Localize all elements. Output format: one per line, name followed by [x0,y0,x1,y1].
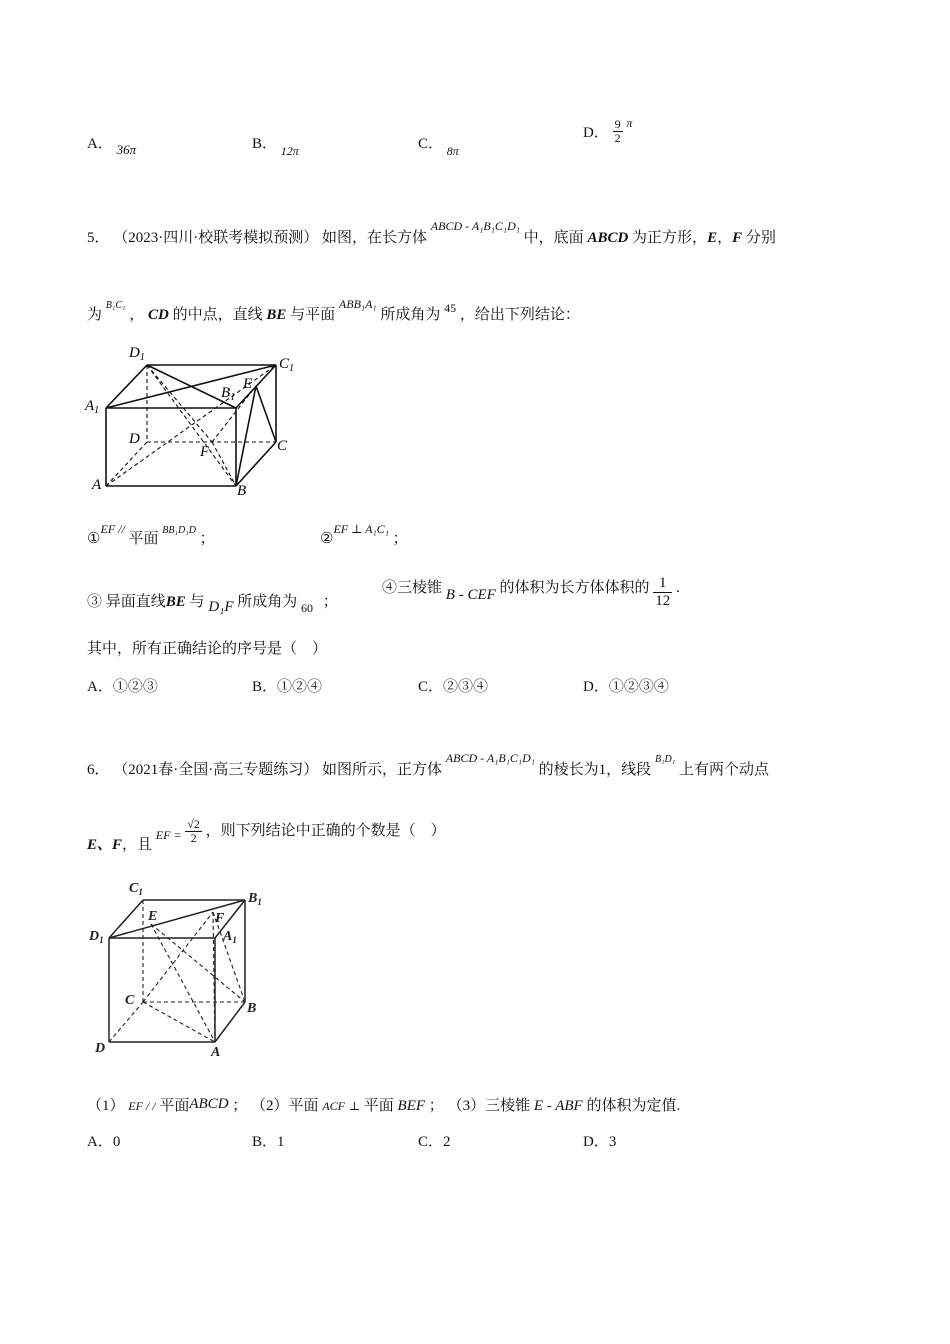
label-f: F [200,444,210,460]
hidden-edges [109,900,245,1042]
option-letter: C． [418,136,444,152]
q6-option-a[interactable]: A．0 [87,1134,121,1150]
label-e: E [243,376,253,392]
label-f: F [215,911,225,926]
label-b1: $B_1$ [221,385,236,403]
label-d1: $D_1$ [89,929,104,945]
q6-line1: 6． （2021春·全国·高三专题练习） 如图所示，正方体 $^{ABCD - A_1B_1C_1D_1}$ 的棱长为1，线段 $^{B_1D_1}$ 上有两个动点 [87,751,769,778]
question-number: 5． [87,230,110,246]
plane-name: ABB₁A₁ [338,297,377,311]
option-value: 8π [446,144,459,158]
option-value: 12π [280,144,299,158]
q6-option-d[interactable]: D．3 [583,1134,617,1150]
label-c: C [125,993,135,1008]
q4-option-b[interactable] [252,132,299,158]
base-name: ABCD [587,230,629,246]
q5-line1: 5． （2023·四川·校联考模拟预测） 如图，在长方体 $^{ABCD - A_1B_1C_1D_1}$ 中，底面 ABCD 为正方形，E，F 分别 [87,219,776,246]
label-b1: $B_1$ [248,891,262,907]
label-d: D [129,431,140,447]
fraction: $\frac{9}{2}$ [614,117,621,146]
label-b: B [247,1001,257,1016]
q5-option-a[interactable]: A．①②③ [87,679,158,695]
q6-figure [85,876,285,1066]
label-a: A [92,477,102,493]
q5-option-b[interactable]: B．①②④ [252,679,323,695]
angle-value: 45 [444,301,457,315]
q5-option-c[interactable]: C．②③④ [418,679,489,695]
segment-name: B₁C₁ [105,300,126,311]
q5-prompt: 其中，所有正确结论的序号是（ ） [87,641,328,657]
question-source: （2021春·全国·高三专题练习） [113,762,319,778]
q5-line2: 为 $^{B_1C_1}$ ， CD 的中点，直线 BE 与平面 $^{ABB_1A_1}$ 所成角为 $^{45}$ ，给出下列结论： [87,297,580,323]
question-source: （2023·四川·校联考模拟预测） [113,230,319,246]
label-d: D [95,1041,106,1056]
label-a1: $A_1$ [85,398,100,416]
q5-option-d[interactable]: D．①②③④ [583,679,669,695]
option-value: 36π [116,142,137,157]
fraction: $\frac{1}{12}$ [655,575,671,609]
option-letter: A． [87,136,113,152]
q5-conclusion-1: ①$^{EF //}$ 平面 $^{BB_1D_1D}$ ； [87,522,215,547]
q6-option-b[interactable]: B．1 [252,1134,285,1150]
label-c: C [277,438,288,454]
q4-option-d[interactable] [583,118,632,145]
q4-option-a[interactable] [87,132,137,157]
question-number: 6． [87,762,110,778]
label-e: E [148,909,158,924]
solid-name: ABCD - A₁B₁C₁D₁ [445,751,535,765]
option-letter: B． [252,136,278,152]
solid-name: ABCD - A₁B₁C₁D₁ [430,219,520,233]
segment-name: B₁D₁ [654,754,676,765]
label-c1: $C_1$ [129,881,143,897]
q6-statements: （1） EF / / 平面ABCD ； （2）平面 ACF ⊥ 平面 BEF ； （3）三棱锥 E - ABF 的体积为定值. [87,1096,681,1114]
q6-line2: E、F，且 $_{EF =}$ $\frac{√2}{2}$ ，则下列结论中正确的个数是（ ） [87,817,446,854]
q6-option-c[interactable]: C．2 [418,1134,451,1150]
label-b: B [237,483,247,499]
label-a1: $A_1$ [223,929,237,945]
q5-figure [80,340,320,500]
option-letter: D． [583,125,609,142]
q4-option-c[interactable] [418,132,459,158]
q5-conclusion-2: ②$^{EF \perp A_1C_1}$ ； [320,522,408,547]
q5-conclusion-3: ③ 异面直线BE 与 D₁F 所成角为 $_{60}$ ； [87,594,338,615]
pi-symbol: π [626,116,633,131]
fraction: $\frac{√2}{2}$ [187,817,200,846]
q5-conclusion-4: ④三棱锥 B - CEF 的体积为长方体体积的 $\frac{1}{12}$ . [382,575,680,609]
label-a: A [211,1045,221,1060]
label-c1: $C_1$ [279,356,295,374]
label-d1: $D_1$ [129,345,145,363]
